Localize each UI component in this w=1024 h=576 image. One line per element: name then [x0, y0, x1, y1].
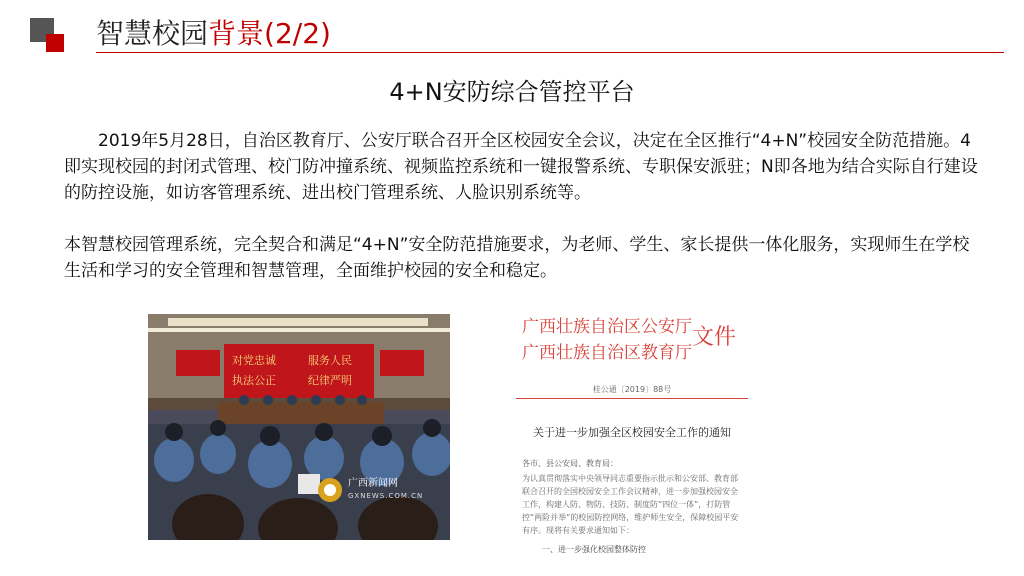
banner-left-line-2: 执法公正 [232, 374, 276, 387]
photo-watermark [316, 472, 444, 516]
document-suffix: 文件 [692, 325, 737, 350]
page-title-accent: 背景(2/2) [208, 17, 331, 50]
document-issuer-2: 广西壮族自治区教育厅 [522, 343, 692, 363]
document-number: 桂公通〔2019〕88号 [592, 385, 672, 394]
paragraph-policy: 2019年5月28日，自治区教育厅、公安厅联合召开全区校园安全会议，决定在全区推行“4+N”校园安全防范措施。4即实现校园的封闭式管理、校门防冲撞系统、视频监控系统和一键报警系统、专职保安派驻；N即各地为结合实际自行建设的防控设施，如访客管理系统、进出校门管理系统、人脸识别系统等。 [64, 131, 978, 203]
watermark-subtext: GXNEWS.COM.CN [348, 492, 424, 500]
document-addressee: 各市、县公安局、教育局： [522, 459, 618, 468]
document-red-rule [516, 398, 748, 399]
banner-right-line-1: 服务人民 [308, 354, 352, 367]
document-section-heading: 一、进一步强化校园整体防控 [542, 545, 646, 554]
watermark-logo-icon [316, 476, 344, 504]
document-title: 关于进一步加强全区校园安全工作的通知 [533, 426, 731, 439]
logo-mark [30, 18, 70, 54]
logo-red-square [46, 34, 64, 52]
page-title [96, 12, 331, 52]
banner-left-line-1: 对党忠诚 [232, 354, 276, 367]
page-title-main: 智慧校园 [96, 17, 209, 50]
title-divider [96, 52, 1004, 53]
paragraph-system: 本智慧校园管理系统，完全契合和满足“4+N”安全防范措施要求，为老师、学生、家长提供一体化服务，实现师生在学校生活和学习的安全管理和智慧管理，全面维护校园的安全和稳定。 [64, 235, 970, 281]
banner-right-line-2: 纪律严明 [308, 374, 352, 387]
document-body: 为认真贯彻落实中央领导同志重要指示批示和公安部、教育部联合召开的全国校园安全工作会议精神，进一步加强校园安全工作，构建人防、物防、技防、制度防“四位一体”，打防管控“两险并举”的校园防控网络，维护师生安全，保障校园平安有序。现将有关要求通知如下： [522, 474, 739, 535]
watermark-text: 广西新闻网 [348, 478, 398, 489]
section-subtitle: 4+N安防综合管控平台 [389, 78, 635, 106]
document-issuer-1: 广西壮族自治区公安厅 [522, 317, 692, 337]
official-document-image [512, 300, 752, 566]
meeting-photo [148, 314, 450, 540]
